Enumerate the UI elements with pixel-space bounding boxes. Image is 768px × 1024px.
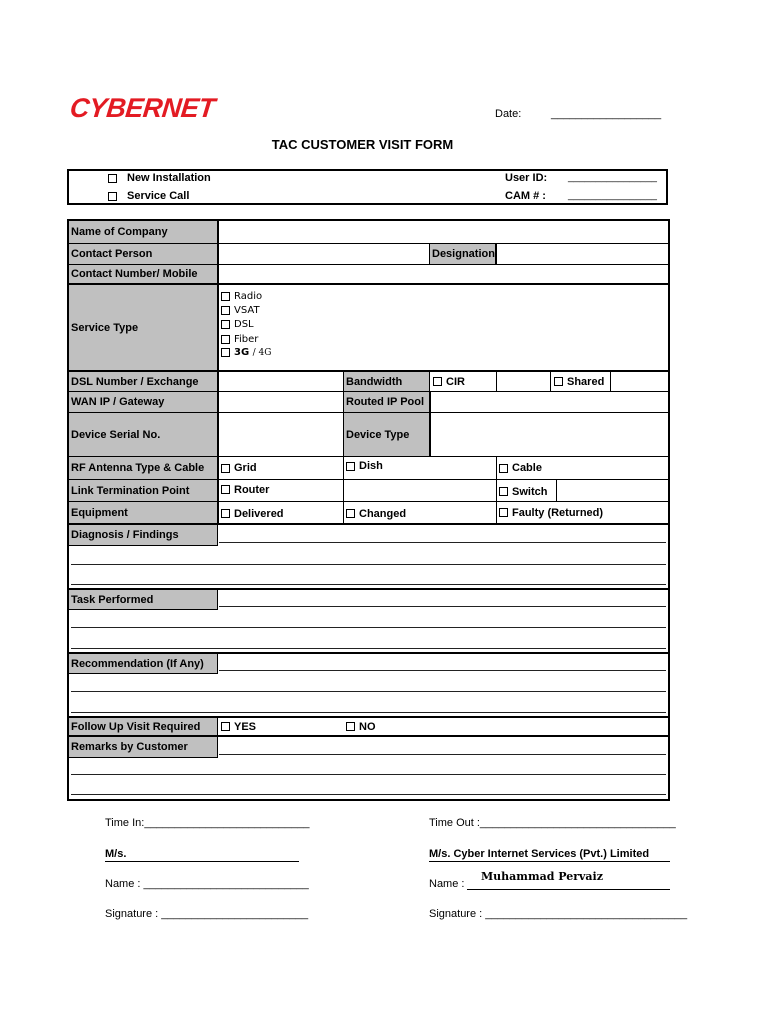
- signature-right-field[interactable]: Signature : _________________________________: [429, 908, 688, 920]
- link-termination-label: Link Termination Point: [69, 480, 218, 501]
- service-option-label: 3G: [234, 347, 250, 358]
- cybernet-logo: CYBERNET: [68, 93, 217, 123]
- device-serial-label: Device Serial No.: [69, 413, 218, 456]
- diagnosis-line[interactable]: [71, 563, 666, 565]
- remarks-line[interactable]: [219, 753, 666, 755]
- checkbox-icon[interactable]: [346, 462, 355, 471]
- recommendation-line[interactable]: [219, 669, 666, 671]
- checkbox-icon[interactable]: [346, 722, 355, 731]
- service-option-3g[interactable]: [221, 347, 271, 358]
- grid-option[interactable]: [221, 457, 257, 479]
- checkbox-icon[interactable]: [346, 509, 355, 518]
- checkbox-icon[interactable]: [221, 722, 230, 731]
- checkbox-icon[interactable]: [108, 174, 117, 183]
- checkbox-icon[interactable]: [221, 320, 230, 329]
- dish-option[interactable]: [346, 455, 383, 477]
- checkbox-icon[interactable]: [221, 306, 230, 315]
- name-left-field[interactable]: Name : ___________________________: [105, 878, 309, 890]
- designation-label: Designation: [429, 244, 496, 264]
- changed-option[interactable]: [346, 503, 406, 524]
- checkbox-icon[interactable]: [221, 348, 230, 357]
- name-right-label: Name :: [429, 878, 465, 890]
- service-type-label: Service Type: [69, 285, 218, 370]
- bandwidth-label: Bandwidth: [343, 372, 430, 391]
- name-right-field[interactable]: [467, 870, 670, 890]
- yes-option[interactable]: [221, 718, 256, 735]
- cable-option[interactable]: [499, 457, 542, 479]
- checkbox-icon[interactable]: [499, 487, 508, 496]
- router-label: Router: [234, 483, 270, 496]
- no-option[interactable]: [346, 718, 376, 735]
- new-installation-label: New Installation: [127, 172, 211, 184]
- user-id-label: User ID:: [505, 172, 548, 184]
- task-line[interactable]: [71, 626, 666, 628]
- date-label: Date:: [495, 108, 522, 120]
- shared-option[interactable]: [554, 372, 604, 391]
- delivered-label: Delivered: [234, 507, 284, 520]
- changed-label: Changed: [359, 507, 407, 520]
- service-option-label: Radio: [234, 291, 263, 302]
- visit-details-table: [67, 219, 670, 801]
- service-3g-suffix: / 4G: [252, 348, 272, 358]
- remarks-line[interactable]: [71, 773, 666, 775]
- checkbox-icon[interactable]: [108, 192, 117, 201]
- wan-ip-label: WAN IP / Gateway: [69, 392, 218, 412]
- service-call-label: Service Call: [127, 190, 190, 202]
- follow-up-label: Follow Up Visit Required: [69, 718, 218, 735]
- diagnosis-label: Diagnosis / Findings: [69, 525, 218, 546]
- diagnosis-line[interactable]: [219, 541, 666, 543]
- recommendation-label: Recommendation (If Any): [69, 654, 218, 674]
- diagnosis-line[interactable]: [71, 583, 666, 585]
- user-id-field[interactable]: ________________: [568, 172, 657, 183]
- new-installation-option[interactable]: [108, 172, 211, 184]
- faulty-label: Faulty (Returned): [512, 506, 604, 519]
- time-in-field[interactable]: Time In:___________________________: [105, 817, 310, 829]
- grid-label: Grid: [234, 462, 257, 474]
- service-option-label: VSAT: [234, 305, 260, 316]
- cable-label: Cable: [512, 462, 542, 474]
- no-label: NO: [359, 720, 376, 733]
- contact-person-label: Contact Person: [69, 244, 218, 264]
- delivered-option[interactable]: [221, 503, 284, 524]
- router-option[interactable]: [221, 479, 269, 500]
- service-call-option[interactable]: [108, 190, 189, 202]
- equipment-label: Equipment: [69, 502, 218, 523]
- checkbox-icon[interactable]: [221, 509, 230, 518]
- date-field[interactable]: __________________: [551, 108, 662, 120]
- cam-field[interactable]: ________________: [568, 190, 657, 201]
- recommendation-line[interactable]: [71, 690, 666, 692]
- task-performed-label: Task Performed: [69, 590, 218, 610]
- name-of-company-label: Name of Company: [69, 221, 218, 243]
- recommendation-line[interactable]: [71, 711, 666, 713]
- time-out-field[interactable]: Time Out :________________________________: [429, 817, 676, 829]
- task-line[interactable]: [219, 605, 666, 607]
- task-line[interactable]: [71, 647, 666, 649]
- switch-option[interactable]: [499, 481, 547, 502]
- checkbox-icon[interactable]: [433, 377, 442, 386]
- faulty-option[interactable]: [499, 502, 603, 523]
- service-option-label: DSL: [234, 319, 254, 330]
- cam-label: CAM # :: [505, 190, 546, 202]
- service-option-dsl[interactable]: [221, 319, 254, 330]
- service-option-fiber[interactable]: [221, 334, 258, 345]
- name-right-value: Muhammad Pervaiz: [481, 870, 603, 883]
- checkbox-icon[interactable]: [499, 464, 508, 473]
- yes-label: YES: [234, 720, 257, 733]
- device-type-label: Device Type: [343, 413, 430, 456]
- rf-antenna-label: RF Antenna Type & Cable: [69, 457, 218, 479]
- form-title: TAC CUSTOMER VISIT FORM: [271, 137, 454, 152]
- checkbox-icon[interactable]: [221, 464, 230, 473]
- dsl-number-label: DSL Number / Exchange: [69, 372, 218, 391]
- remarks-label: Remarks by Customer: [69, 737, 218, 758]
- cir-option[interactable]: [433, 372, 465, 391]
- service-option-label: Fiber: [234, 334, 259, 345]
- checkbox-icon[interactable]: [499, 508, 508, 517]
- switch-label: Switch: [512, 485, 548, 498]
- remarks-line[interactable]: [71, 793, 666, 795]
- checkbox-icon[interactable]: [221, 485, 230, 494]
- routed-ip-label: Routed IP Pool: [343, 392, 430, 412]
- contact-number-label: Contact Number/ Mobile: [69, 265, 218, 283]
- checkbox-icon[interactable]: [221, 335, 230, 344]
- service-option-radio[interactable]: [221, 291, 262, 302]
- checkbox-icon[interactable]: [554, 377, 563, 386]
- service-option-vsat[interactable]: [221, 305, 260, 316]
- signature-left-field[interactable]: Signature : ________________________: [105, 908, 309, 920]
- checkbox-icon[interactable]: [221, 292, 230, 301]
- shared-label: Shared: [567, 375, 605, 388]
- ms-right-label: M/s. Cyber Internet Services (Pvt.) Limited: [429, 848, 670, 862]
- ms-left-label: M/s.: [105, 848, 299, 862]
- cir-label: CIR: [446, 375, 465, 388]
- dish-label: Dish: [359, 460, 383, 472]
